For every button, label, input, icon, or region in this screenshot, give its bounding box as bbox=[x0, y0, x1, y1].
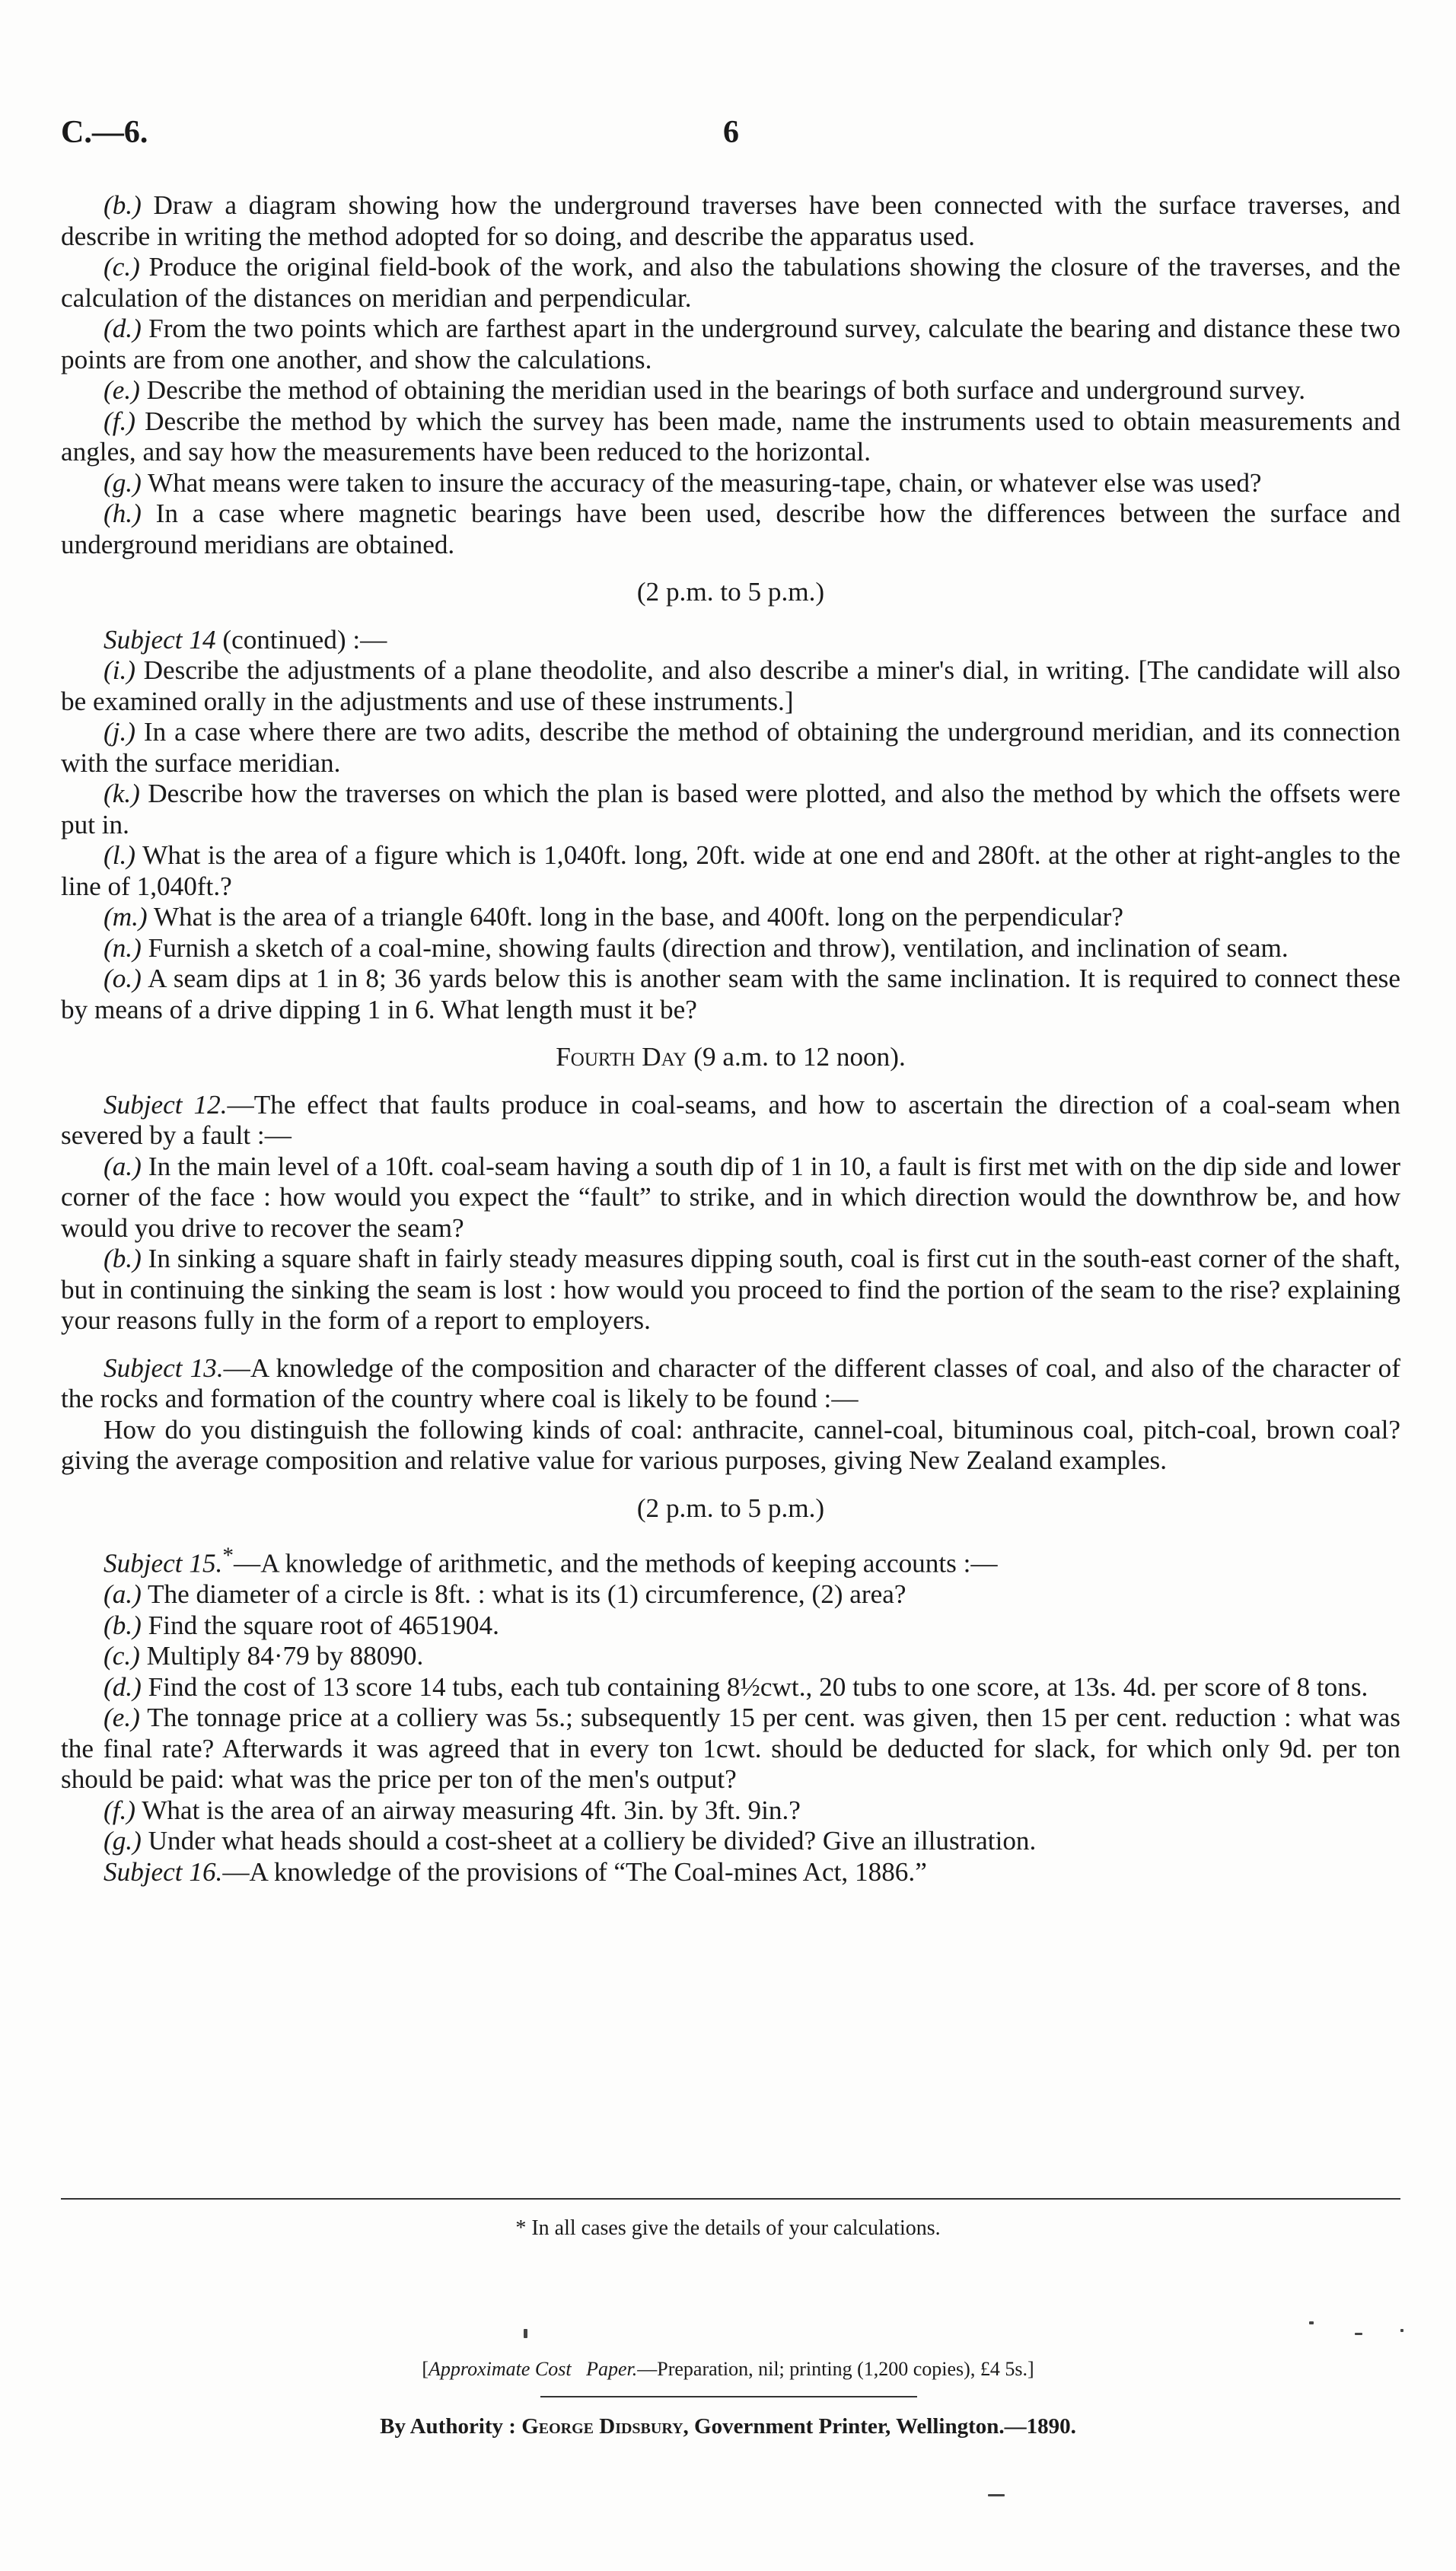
footnote: * In all cases give the details of your calculations. bbox=[515, 2216, 941, 2240]
question-e bbox=[61, 375, 1400, 406]
footnote-divider bbox=[61, 2198, 1400, 2200]
subject-16-heading bbox=[61, 1857, 1400, 1888]
question-15g bbox=[61, 1826, 1400, 1857]
question-label: (b.) bbox=[104, 190, 142, 220]
question-label: (d.) bbox=[104, 1671, 142, 1702]
question-f bbox=[61, 406, 1400, 468]
subject-text: —A knowledge of the provisions of “The Coal-mines Act, 1886.” bbox=[222, 1856, 927, 1887]
question-text: How do you distinguish the following kinds of coal: anthracite, cannel-coal, bituminous coal, pitch-coal, brown coal? giving the average composition and relative value for various purposes, giving New Zealand examples. bbox=[61, 1414, 1400, 1475]
question-label: (m.) bbox=[104, 902, 148, 932]
subject-text: (continued) :— bbox=[215, 624, 387, 655]
question-label: (n.) bbox=[104, 932, 142, 963]
cost-paper-label: Paper. bbox=[586, 2358, 638, 2380]
question-c bbox=[61, 252, 1400, 314]
question-o bbox=[61, 964, 1400, 1025]
footnote-marker: * bbox=[222, 1544, 234, 1568]
question-label: (e.) bbox=[104, 1703, 140, 1733]
scan-speck bbox=[524, 2329, 527, 2338]
question-label: (h.) bbox=[104, 499, 142, 528]
subject-15-heading bbox=[61, 1540, 1400, 1579]
question-d bbox=[61, 314, 1400, 375]
imprint-divider bbox=[540, 2396, 917, 2397]
question-text: Produce the original field-book of the work, and also the tabulations showing the closure of the traverses, and the calculation of the distances on meridian and perpendicular. bbox=[61, 252, 1401, 313]
subject-13-heading bbox=[61, 1353, 1400, 1415]
question-l bbox=[61, 840, 1400, 902]
question-15f bbox=[61, 1795, 1400, 1827]
session-time-heading: (2 p.m. to 5 p.m.) bbox=[636, 1493, 825, 1523]
session-time-heading: (2 p.m. to 5 p.m.) bbox=[636, 577, 825, 607]
fourth-day-heading bbox=[61, 1042, 1400, 1073]
question-text: What means were taken to insure the accuracy of the measuring-tape, chain, or whatever else was used? bbox=[148, 467, 1262, 498]
question-13 bbox=[61, 1415, 1400, 1477]
question-text: A seam dips at 1 in 8; 36 yards below this is another seam with the same inclination. It is required to connect these by means of a drive dipping 1 in 6. What length must it be? bbox=[61, 964, 1400, 1024]
subject-label: Subject 12. bbox=[104, 1089, 228, 1120]
subject-label: Subject 14 bbox=[104, 624, 216, 655]
subject-text: —A knowledge of arithmetic, and the methods of keeping accounts :— bbox=[234, 1548, 998, 1579]
question-text: Find the cost of 13 score 14 tubs, each tub containing 8½cwt., 20 tubs to one score, at 13s. 4d. per score of 8 tons. bbox=[148, 1671, 1368, 1702]
question-label: (f.) bbox=[104, 1795, 136, 1825]
question-text: Under what heads should a cost-sheet at a colliery be divided? Give an illustration. bbox=[148, 1826, 1037, 1856]
question-m bbox=[61, 902, 1400, 933]
question-text: Draw a diagram showing how the underground traverses have been connected with the surface traverses, and describe in writing the method adopted for so doing, and describe the apparatus used. bbox=[61, 190, 1401, 251]
exam-body bbox=[61, 190, 1400, 1888]
question-text: In sinking a square shaft in fairly steady measures dipping south, coal is first cut in the south-east corner of the shaft, but in continuing the sinking the seam is lost : how would you proceed to find the portion of the seam to the rise? explaining your reasons fully in the form of a report to employers. bbox=[61, 1244, 1401, 1335]
question-h bbox=[61, 499, 1400, 560]
question-label: (b.) bbox=[104, 1244, 142, 1273]
question-15c bbox=[61, 1641, 1400, 1672]
question-text: Furnish a sketch of a coal-mine, showing faults (direction and throw), ventilation, and inclination of seam. bbox=[148, 932, 1289, 963]
question-text: Describe the method by which the survey has been made, name the instruments used to obtain measurements and angles, and say how the measurements have been reduced to the horizontal. bbox=[61, 406, 1400, 467]
question-i bbox=[61, 655, 1400, 717]
printer-name: George Didsbury bbox=[521, 2414, 683, 2439]
imprint-suffix: , Government Printer, Wellington.—1890. bbox=[683, 2414, 1076, 2439]
day-label: Fourth Day bbox=[556, 1042, 687, 1072]
cost-label: Approximate Cost bbox=[429, 2358, 572, 2380]
question-label: (f.) bbox=[104, 406, 136, 436]
question-text: Find the square root of 4651904. bbox=[148, 1610, 499, 1640]
printer-imprint bbox=[0, 2414, 1456, 2439]
question-text: Multiply 84·79 by 88090. bbox=[146, 1641, 424, 1671]
scan-speck bbox=[1400, 2329, 1403, 2332]
question-n bbox=[61, 933, 1400, 964]
question-label: (i.) bbox=[104, 655, 136, 685]
cost-text: —Preparation, nil; printing (1,200 copies), £4 5s. bbox=[637, 2358, 1027, 2380]
subject-12-heading bbox=[61, 1090, 1400, 1152]
scan-speck bbox=[1309, 2321, 1314, 2324]
question-label: (j.) bbox=[104, 717, 136, 747]
question-text: The diameter of a circle is 8ft. : what is its (1) circumference, (2) area? bbox=[148, 1579, 906, 1610]
question-text: In a case where magnetic bearings have been used, describe how the differences between the surface and underground meridians are obtained. bbox=[61, 499, 1401, 559]
question-15b bbox=[61, 1610, 1400, 1642]
question-label: (g.) bbox=[104, 1826, 142, 1856]
subject-14-heading bbox=[61, 625, 1400, 656]
question-text: In a case where there are two adits, describe the method of obtaining the underground meridian, and its connection with the surface meridian. bbox=[61, 717, 1400, 778]
question-text: Describe the adjustments of a plane theodolite, and also describe a miner's dial, in writing. [The candidate will also be examined orally in the adjustments and use of these instruments.] bbox=[61, 655, 1401, 716]
page-number: 6 bbox=[723, 115, 739, 150]
subject-label: Subject 15. bbox=[104, 1548, 223, 1579]
subject-label: Subject 13. bbox=[104, 1352, 224, 1383]
question-label: (g.) bbox=[104, 467, 142, 498]
question-label: (a.) bbox=[104, 1151, 142, 1181]
subject-text: —The effect that faults produce in coal-seams, and how to ascertain the direction of a coal-seam when severed by a fault :— bbox=[61, 1089, 1400, 1150]
question-text: Describe how the traverses on which the plan is based were plotted, and also the method by which the offsets were put in. bbox=[61, 779, 1400, 839]
question-label: (a.) bbox=[104, 1579, 142, 1610]
question-15d bbox=[61, 1672, 1400, 1703]
question-j bbox=[61, 717, 1400, 779]
subject-text: —A knowledge of the composition and character of the different classes of coal, and also of the character of the rocks and formation of the country where coal is likely to be found :— bbox=[61, 1352, 1400, 1413]
question-12a bbox=[61, 1152, 1400, 1244]
question-b bbox=[61, 190, 1400, 252]
question-label: (b.) bbox=[104, 1610, 142, 1640]
question-text: From the two points which are farthest apart in the underground survey, calculate the bearing and distance these two points are from one another, and show the calculations. bbox=[61, 314, 1401, 374]
question-g bbox=[61, 468, 1400, 499]
question-text: What is the area of a figure which is 1,040ft. long, 20ft. wide at one end and 280ft. at the other at right-angles to the line of 1,040ft.? bbox=[61, 840, 1401, 901]
question-label: (k.) bbox=[104, 779, 140, 808]
scan-speck bbox=[988, 2494, 1005, 2496]
question-15e bbox=[61, 1703, 1400, 1795]
scan-speck bbox=[1355, 2333, 1362, 2335]
question-label: (c.) bbox=[104, 1641, 140, 1671]
imprint-prefix: By Authority : bbox=[380, 2414, 522, 2439]
page-header bbox=[61, 114, 1400, 160]
question-text: The tonnage price at a colliery was 5s.; subsequently 15 per cent. was given, then 15 per cent. reduction : what was the final rate? Afterwards it was agreed that in every ton 1cwt. should be deducted for slack, for which only 9d. per ton should be paid: what was the price per ton of the men's output? bbox=[61, 1703, 1400, 1795]
question-label: (e.) bbox=[104, 375, 140, 405]
question-k bbox=[61, 779, 1400, 840]
question-label: (c.) bbox=[104, 252, 140, 282]
question-text: What is the area of an airway measuring 4ft. 3in. by 3ft. 9in.? bbox=[142, 1795, 801, 1825]
question-label: (l.) bbox=[104, 840, 136, 870]
question-text: What is the area of a triangle 640ft. long in the base, and 400ft. long on the perpendicular? bbox=[153, 902, 1123, 932]
question-15a bbox=[61, 1579, 1400, 1610]
cost-note: [Approximate Cost Paper.—Preparation, nil; printing (1,200 copies), £4 5s.] bbox=[422, 2358, 1034, 2380]
document-reference: C.—6. bbox=[61, 115, 148, 150]
subject-label: Subject 16. bbox=[104, 1856, 223, 1887]
day-time: (9 a.m. to 12 noon). bbox=[687, 1042, 906, 1072]
question-text: Describe the method of obtaining the meridian used in the bearings of both surface and underground survey. bbox=[146, 375, 1306, 405]
question-text: In the main level of a 10ft. coal-seam having a south dip of 1 in 10, a fault is first met with on the dip side and lower corner of the face : how would you expect the “fault” to strike, and in which direction would the downthrow be, and how would you drive to recover the seam? bbox=[61, 1151, 1401, 1243]
question-label: (d.) bbox=[104, 314, 142, 343]
question-12b bbox=[61, 1244, 1400, 1336]
question-label: (o.) bbox=[104, 964, 142, 993]
